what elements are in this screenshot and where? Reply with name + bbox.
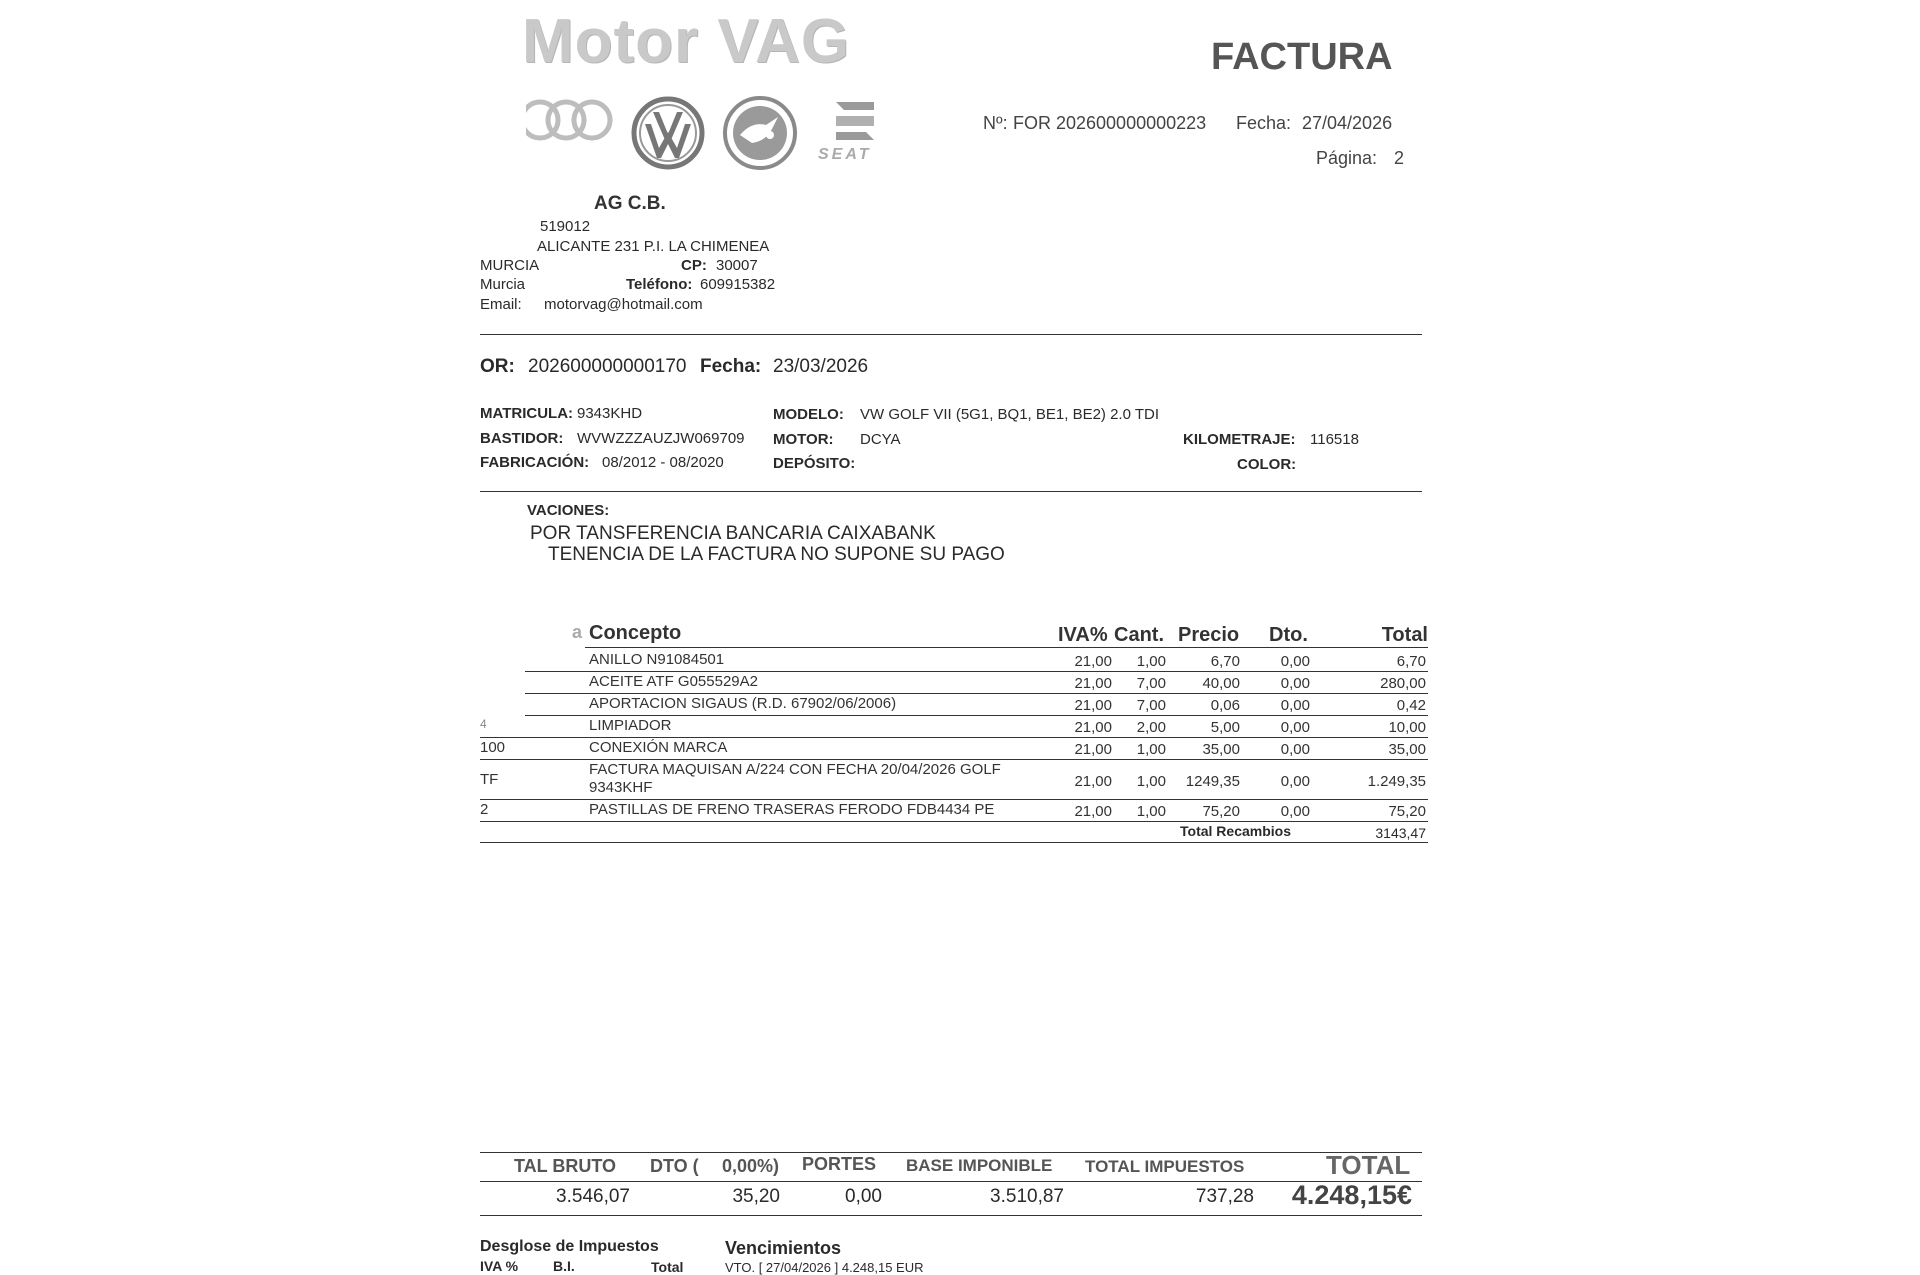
company-city: MURCIA <box>480 257 540 274</box>
row-iva: 21,00 <box>1074 653 1112 670</box>
company-province: Murcia <box>480 276 526 293</box>
summary-top-rule <box>480 1152 1422 1153</box>
summary-dto-pct: 0,00%) <box>722 1156 780 1176</box>
row-dto: 0,00 <box>1280 773 1310 790</box>
row-dto: 0,00 <box>1280 653 1310 670</box>
desglose-title: Desglose de Impuestos <box>480 1238 659 1255</box>
row-cant: 1,00 <box>1136 803 1166 820</box>
row-rule <box>525 671 1428 672</box>
skoda-icon <box>722 95 798 171</box>
row-rule <box>525 693 1428 694</box>
summary-dto-label: DTO ( <box>650 1156 699 1176</box>
fabricacion-label: FABRICACIÓN: <box>480 454 590 471</box>
kilometraje-label: KILOMETRAJE: <box>1183 431 1296 448</box>
company-name: AG C.B. <box>594 193 666 214</box>
row-ref: 2 <box>480 801 489 818</box>
col-header-cant: Cant. <box>1114 624 1164 646</box>
fabricacion-value: 08/2012 - 08/2020 <box>602 454 724 471</box>
invoice-number: FOR 202600000000223 <box>1013 113 1207 133</box>
company-email-label: Email: <box>480 296 522 313</box>
summary-bottom-rule <box>480 1215 1422 1216</box>
row-total: 35,00 <box>1388 741 1426 758</box>
kilometraje-value: 116518 <box>1310 431 1359 448</box>
desglose-col-bi: B.I. <box>553 1258 575 1274</box>
desglose-col-total: Total <box>651 1259 684 1275</box>
col-header-precio: Precio <box>1178 624 1240 646</box>
invoice-date-label: Fecha: <box>1236 113 1292 133</box>
or-date-label: Fecha: <box>700 356 762 377</box>
or-label: OR: <box>480 356 515 377</box>
row-precio: 5,00 <box>1210 719 1240 736</box>
row-total: 0,42 <box>1396 697 1426 714</box>
row-total: 280,00 <box>1380 675 1426 692</box>
company-phone-label: Teléfono: <box>626 276 693 293</box>
col-header-concepto: Concepto <box>589 622 682 644</box>
matricula-label: MATRICULA: <box>480 405 574 422</box>
subtotal-label: Total Recambios <box>1180 823 1291 839</box>
brand-name: Motor VAG <box>522 7 851 76</box>
table-bottom-rule <box>480 842 1428 843</box>
seat-icon <box>830 98 880 144</box>
summary-portes-label: PORTES <box>802 1154 877 1174</box>
row-rule <box>480 737 1428 738</box>
company-cp: 30007 <box>716 257 758 274</box>
summary-portes-value: 0,00 <box>845 1186 882 1207</box>
row-cant: 1,00 <box>1136 741 1166 758</box>
row-cant: 7,00 <box>1136 675 1166 692</box>
row-precio: 40,00 <box>1202 675 1240 692</box>
vencimientos-line: VTO. [ 27/04/2026 ] 4.248,15 EUR <box>725 1260 924 1275</box>
row-concepto: ANILLO N91084501 <box>589 651 725 668</box>
summary-dto-value: 35,20 <box>732 1186 780 1207</box>
col-header-iva: IVA% <box>1058 624 1108 646</box>
summary-bruto-value: 3.546,07 <box>556 1186 630 1207</box>
row-ref: 100 <box>480 739 506 756</box>
motor-value: DCYA <box>860 431 901 448</box>
row-cant: 2,00 <box>1136 719 1166 736</box>
observaciones-line-1: POR TANSFERENCIA BANCARIA CAIXABANK <box>530 523 936 544</box>
row-dto: 0,00 <box>1280 675 1310 692</box>
col-header-total: Total <box>1381 624 1428 646</box>
deposito-label: DEPÓSITO: <box>773 455 856 472</box>
row-dto: 0,00 <box>1280 697 1310 714</box>
summary-impuestos-label: TOTAL IMPUESTOS <box>1085 1157 1245 1176</box>
observaciones-line-2: TENENCIA DE LA FACTURA NO SUPONE SU PAGO <box>548 544 1005 565</box>
row-dto: 0,00 <box>1280 719 1310 736</box>
row-concepto: ACEITE ATF G055529A2 <box>589 673 758 690</box>
summary-total-value: 4.248,15€ <box>1291 1180 1412 1210</box>
invoice-number-label: Nº: <box>983 113 1008 133</box>
summary-bruto-label: TAL BRUTO <box>514 1156 616 1176</box>
vw-icon <box>631 96 705 170</box>
row-rule <box>480 799 1428 800</box>
summary-base-label: BASE IMPONIBLE <box>906 1156 1053 1175</box>
company-address: ALICANTE 231 P.I. LA CHIMENEA <box>537 238 770 255</box>
observaciones-title: VACIONES: <box>527 502 610 519</box>
row-ref: TF <box>480 771 499 788</box>
invoice-date: 27/04/2026 <box>1302 113 1393 133</box>
summary-base-value: 3.510,87 <box>990 1186 1064 1207</box>
company-cp-label: CP: <box>681 257 707 274</box>
modelo-value: VW GOLF VII (5G1, BQ1, BE1, BE2) 2.0 TDI <box>860 406 1159 423</box>
bastidor-value: WVWZZZAUZJW069709 <box>577 430 745 447</box>
divider <box>480 491 1422 492</box>
page-number: 2 <box>1394 148 1405 168</box>
row-iva: 21,00 <box>1074 675 1112 692</box>
motor-label: MOTOR: <box>773 431 834 448</box>
row-concepto: APORTACION SIGAUS (R.D. 67902/06/2006) <box>589 695 897 712</box>
summary-total-label: TOTAL <box>1326 1150 1411 1180</box>
row-cant: 1,00 <box>1136 653 1166 670</box>
bastidor-label: BASTIDOR: <box>480 430 564 447</box>
desglose-col-iva: IVA % <box>480 1258 519 1274</box>
row-precio: 35,00 <box>1202 741 1240 758</box>
row-concepto: PASTILLAS DE FRENO TRASERAS FERODO FDB4434 PE <box>589 801 995 818</box>
col-header-ref: a <box>572 622 583 642</box>
seat-wordmark: SEAT <box>818 146 872 163</box>
vencimientos-title: Vencimientos <box>725 1238 842 1258</box>
table-header-rule <box>585 647 1428 648</box>
row-iva: 21,00 <box>1074 773 1112 790</box>
row-precio: 75,20 <box>1202 803 1240 820</box>
document-title: FACTURA <box>1211 36 1393 78</box>
row-concepto: LIMPIADOR <box>589 717 672 734</box>
matricula-value: 9343KHD <box>577 405 643 422</box>
page-label: Página: <box>1316 148 1378 168</box>
color-label: COLOR: <box>1237 456 1297 473</box>
company-phone: 609915382 <box>700 276 776 293</box>
row-total: 75,20 <box>1388 803 1426 820</box>
row-concepto: FACTURA MAQUISAN A/224 CON FECHA 20/04/2026 GOLF <box>589 761 1001 778</box>
row-iva: 21,00 <box>1074 741 1112 758</box>
row-iva: 21,00 <box>1074 719 1112 736</box>
company-email: motorvag@hotmail.com <box>544 296 703 313</box>
row-concepto-line-2: 9343KHF <box>589 779 653 796</box>
row-rule <box>525 715 1428 716</box>
row-total: 6,70 <box>1396 653 1426 670</box>
company-tax-id: 519012 <box>540 218 591 235</box>
or-date: 23/03/2026 <box>773 356 869 377</box>
modelo-label: MODELO: <box>773 406 844 423</box>
divider <box>480 334 1422 335</box>
subtotal-value: 3143,47 <box>1375 825 1426 841</box>
row-precio: 1249,35 <box>1185 773 1240 790</box>
row-concepto: CONEXIÓN MARCA <box>589 739 728 756</box>
row-cant: 1,00 <box>1136 773 1166 790</box>
col-header-dto: Dto. <box>1269 624 1308 646</box>
audi-rings-icon <box>526 96 616 144</box>
row-cant: 7,00 <box>1136 697 1166 714</box>
row-iva: 21,00 <box>1074 697 1112 714</box>
row-dto: 0,00 <box>1280 741 1310 758</box>
row-total: 1.249,35 <box>1367 773 1426 790</box>
row-ref: 4 <box>480 717 487 731</box>
row-precio: 0,06 <box>1210 697 1240 714</box>
or-number: 202600000000170 <box>528 356 687 377</box>
row-rule <box>480 821 1428 822</box>
row-precio: 6,70 <box>1210 653 1240 670</box>
row-rule <box>480 759 1428 760</box>
summary-impuestos-value: 737,28 <box>1195 1186 1254 1207</box>
row-dto: 0,00 <box>1280 803 1310 820</box>
row-iva: 21,00 <box>1074 803 1112 820</box>
row-total: 10,00 <box>1388 719 1426 736</box>
